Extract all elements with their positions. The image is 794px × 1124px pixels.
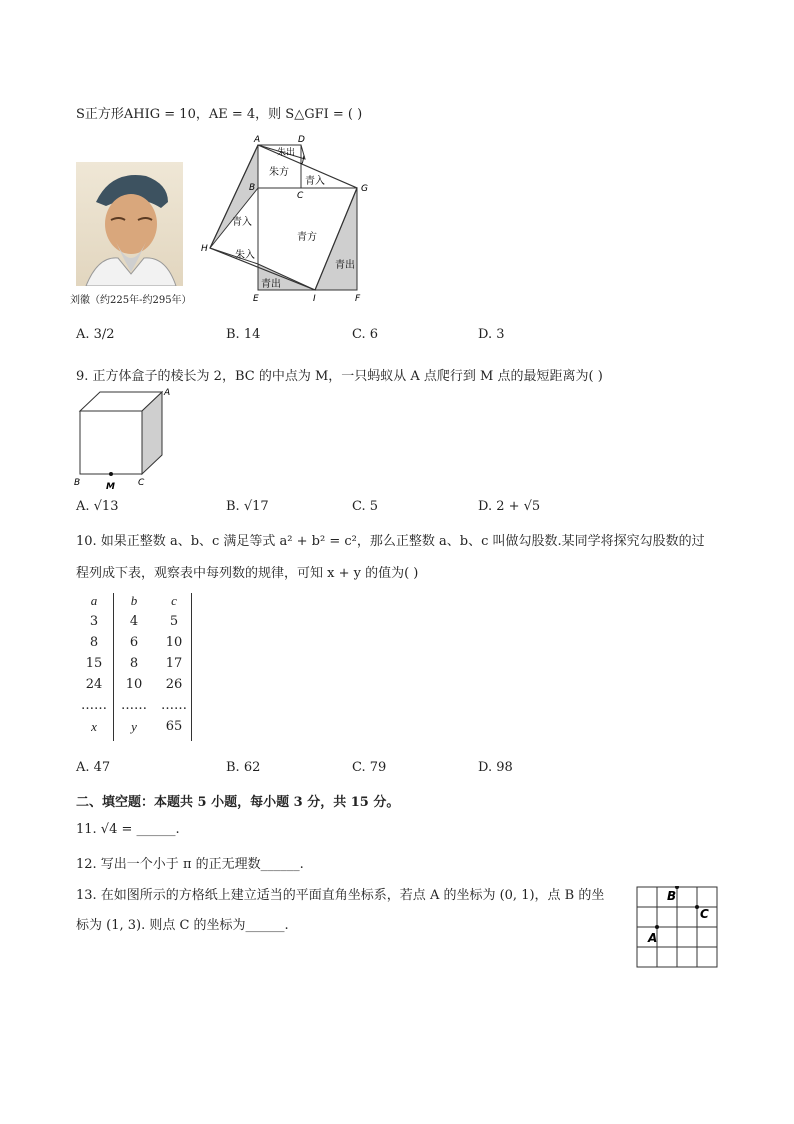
grid-label-b: B — [667, 889, 677, 903]
q10-table — [76, 590, 196, 742]
region-zhuru: 朱入 — [235, 250, 255, 261]
q10-option-c[interactable]: C. 79 — [352, 760, 387, 775]
q9-cube-figure — [70, 385, 185, 495]
table-cell: 8 — [89, 635, 99, 650]
q13-grid-figure — [636, 886, 720, 970]
table-cell: …… — [121, 698, 147, 713]
table-header-a: a — [90, 593, 98, 608]
q9-option-c[interactable]: C. 5 — [352, 499, 379, 514]
region-zhufang: 朱方 — [269, 167, 289, 178]
q13-line2: 标为 (1, 3). 则点 C 的坐标为______. — [76, 918, 289, 933]
region-qingchu1: 青出 — [335, 260, 355, 271]
region-qingchu2: 青出 — [261, 279, 281, 290]
label-e: E — [253, 294, 259, 304]
cube-label-c: C — [138, 478, 145, 488]
table-divider — [113, 593, 114, 741]
table-cell: 5 — [169, 614, 179, 629]
q9-option-d[interactable]: D. 2 + √5 — [478, 499, 541, 514]
table-cell: 17 — [165, 656, 183, 671]
label-j: J — [302, 155, 305, 165]
label-f: F — [355, 294, 361, 304]
label-h: H — [201, 244, 208, 254]
table-header-c: c — [171, 593, 177, 608]
liu-hui-portrait — [76, 162, 183, 286]
q9-option-b[interactable]: B. √17 — [226, 499, 269, 514]
table-cell: …… — [161, 698, 187, 713]
q10-option-a[interactable]: A. 47 — [76, 760, 111, 775]
q8-option-c[interactable]: C. 6 — [352, 327, 379, 342]
q8-figure — [195, 130, 375, 305]
q9-option-a[interactable]: A. √13 — [76, 499, 119, 514]
q10-stem-line1: 10. 如果正整数 a、b、c 满足等式 a² + b² = c²，那么正整数 a、b、c 叫做勾股数.某同学将探究勾股数的过 — [76, 534, 705, 549]
portrait-caption: 刘徽（约225年-约295年） — [70, 295, 192, 306]
table-cell: 4 — [129, 614, 139, 629]
label-i: I — [313, 294, 316, 304]
label-c: C — [297, 191, 304, 201]
label-g: G — [361, 184, 368, 194]
table-cell: 65 — [165, 719, 183, 734]
grid-label-a: A — [648, 931, 658, 945]
table-cell: y — [131, 719, 137, 734]
label-a: A — [254, 135, 261, 145]
q10-stem-line2: 程列成下表，观察表中每列数的规律，可知 x + y 的值为( ) — [76, 566, 419, 581]
table-cell: 6 — [129, 635, 139, 650]
table-cell: 15 — [85, 656, 103, 671]
table-cell: 3 — [89, 614, 99, 629]
q12: 12. 写出一个小于 π 的正无理数______. — [76, 857, 304, 872]
label-d: D — [298, 135, 305, 145]
grid-label-c: C — [700, 907, 709, 921]
q11: 11. √4 = ______. — [76, 822, 180, 837]
table-cell: 24 — [85, 677, 103, 692]
q8-option-b[interactable]: B. 14 — [226, 327, 261, 342]
table-cell: 8 — [129, 656, 139, 671]
table-cell: x — [91, 719, 97, 734]
table-divider — [191, 593, 192, 741]
table-cell: 10 — [125, 677, 143, 692]
cube-label-b: B — [74, 478, 81, 488]
cube-label-a: A — [164, 388, 171, 398]
table-cell: …… — [81, 698, 107, 713]
q8-option-a[interactable]: A. 3/2 — [76, 327, 115, 342]
cube-label-m: M — [106, 482, 115, 492]
region-qingfang: 青方 — [297, 232, 317, 243]
region-qingru2: 青入 — [232, 217, 252, 228]
q9-stem: 9. 正方体盒子的棱长为 2，BC 的中点为 M，一只蚂蚁从 A 点爬行到 M 点的最短距离为( ) — [76, 369, 603, 384]
table-header-b: b — [130, 593, 138, 608]
q13-line1: 13. 在如图所示的方格纸上建立适当的平面直角坐标系，若点 A 的坐标为 (0, 1)，点 B 的坐 — [76, 888, 605, 903]
region-zhuchu: 朱出 — [277, 148, 296, 158]
label-b: B — [249, 183, 256, 193]
table-cell: 26 — [165, 677, 183, 692]
table-cell: 10 — [165, 635, 183, 650]
q8-stem: S正方形AHIG = 10，AE = 4，则 S△GFI = ( ) — [76, 107, 363, 122]
region-qingru1: 青入 — [305, 176, 325, 187]
q8-option-d[interactable]: D. 3 — [478, 327, 505, 342]
q10-option-d[interactable]: D. 98 — [478, 760, 513, 775]
section-heading: 二、填空题：本题共 5 小题，每小题 3 分，共 15 分。 — [76, 795, 400, 810]
q10-option-b[interactable]: B. 62 — [226, 760, 261, 775]
